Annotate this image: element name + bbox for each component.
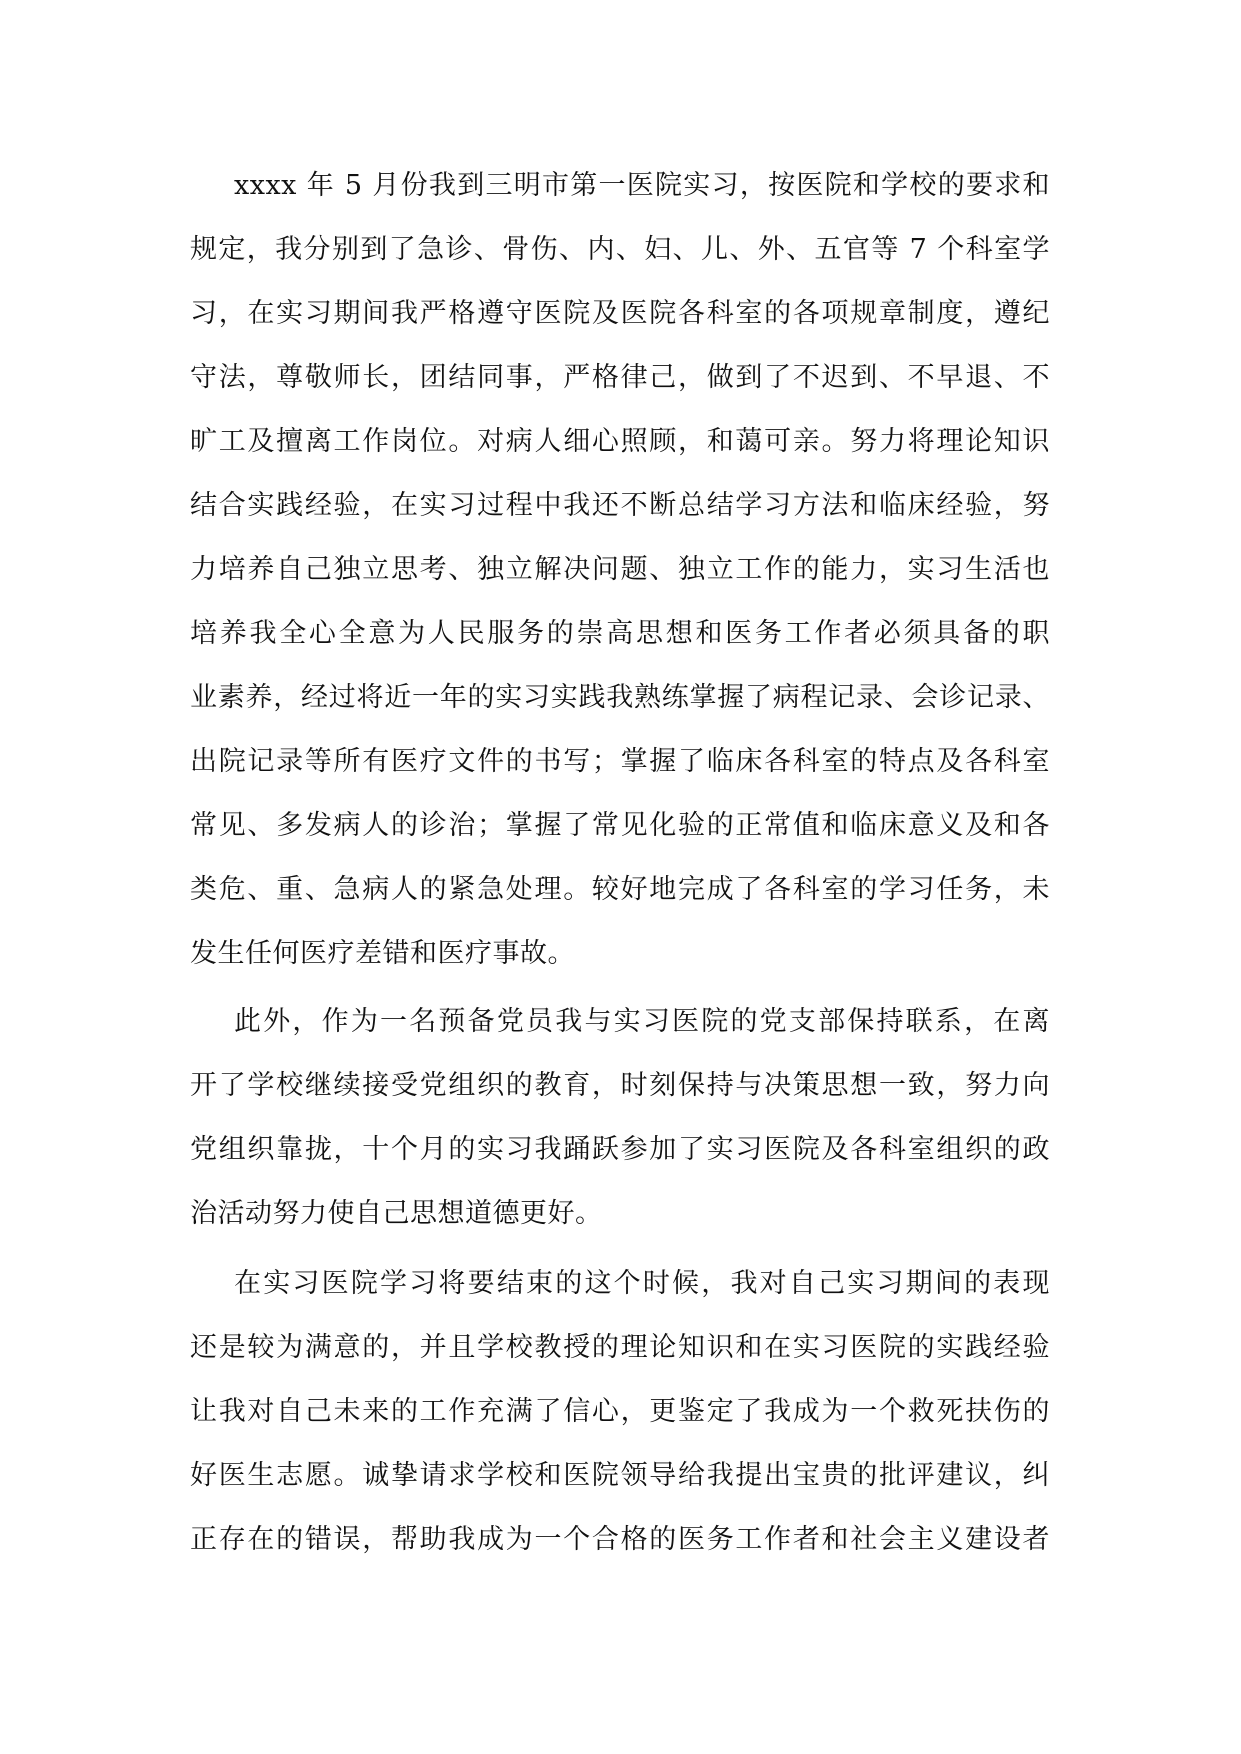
- paragraph-1-line-5: 旷工及擅离工作岗位。对病人细心照顾，和蔼可亲。努力将理论知识: [190, 426, 1050, 457]
- paragraph-1-line-7: 力培养自己独立思考、独立解决问题、独立工作的能力，实习生活也: [190, 554, 1050, 585]
- paragraph-3-line-3: 让我对自己未来的工作充满了信心，更鉴定了我成为一个救死扶伤的: [190, 1396, 1050, 1427]
- paragraph-3-line-2: 还是较为满意的，并且学校教授的理论知识和在实习医院的实践经验: [190, 1332, 1050, 1363]
- paragraph-1-line-13: 发生任何医疗差错和医疗事故。: [190, 938, 575, 969]
- paragraph-2-line-3: 党组织靠拢，十个月的实习我踊跃参加了实习医院及各科室组织的政: [190, 1134, 1050, 1165]
- paragraph-1-line-8: 培养我全心全意为人民服务的崇高思想和医务工作者必须具备的职: [190, 618, 1050, 649]
- paragraph-1-line-4: 守法，尊敬师长，团结同事，严格律己，做到了不迟到、不早退、不: [190, 362, 1050, 393]
- paragraph-1-line-6: 结合实践经验，在实习过程中我还不断总结学习方法和临床经验，努: [190, 490, 1050, 521]
- paragraph-3-line-5: 正存在的错误，帮助我成为一个合格的医务工作者和社会主义建设者: [190, 1524, 1050, 1555]
- paragraph-1-line-1: xxxx 年 5 月份我到三明市第一医院实习，按医院和学校的要求和: [234, 170, 1050, 201]
- paragraph-3-line-4: 好医生志愿。诚挚请求学校和医院领导给我提出宝贵的批评建议，纠: [190, 1460, 1050, 1491]
- paragraph-3-line-1: 在实习医院学习将要结束的这个时候，我对自己实习期间的表现: [234, 1268, 1050, 1299]
- paragraph-2-line-2: 开了学校继续接受党组织的教育，时刻保持与决策思想一致，努力向: [190, 1070, 1050, 1101]
- paragraph-1-line-10: 出院记录等所有医疗文件的书写；掌握了临床各科室的特点及各科室: [190, 746, 1050, 777]
- paragraph-2-line-4: 治活动努力使自己思想道德更好。: [190, 1198, 603, 1229]
- paragraph-1-line-2: 规定，我分别到了急诊、骨伤、内、妇、儿、外、五官等 7 个科室学: [190, 234, 1050, 265]
- paragraph-1-line-11: 常见、多发病人的诊治；掌握了常见化验的正常值和临床意义及和各: [190, 810, 1050, 841]
- paragraph-1-line-3: 习，在实习期间我严格遵守医院及医院各科室的各项规章制度，遵纪: [190, 298, 1050, 329]
- paragraph-1-line-9: 业素养，经过将近一年的实习实践我熟练掌握了病程记录、会诊记录、: [190, 682, 1050, 713]
- paragraph-2-line-1: 此外，作为一名预备党员我与实习医院的党支部保持联系，在离: [234, 1006, 1050, 1037]
- paragraph-1-line-12: 类危、重、急病人的紧急处理。较好地完成了各科室的学习任务，未: [190, 874, 1050, 905]
